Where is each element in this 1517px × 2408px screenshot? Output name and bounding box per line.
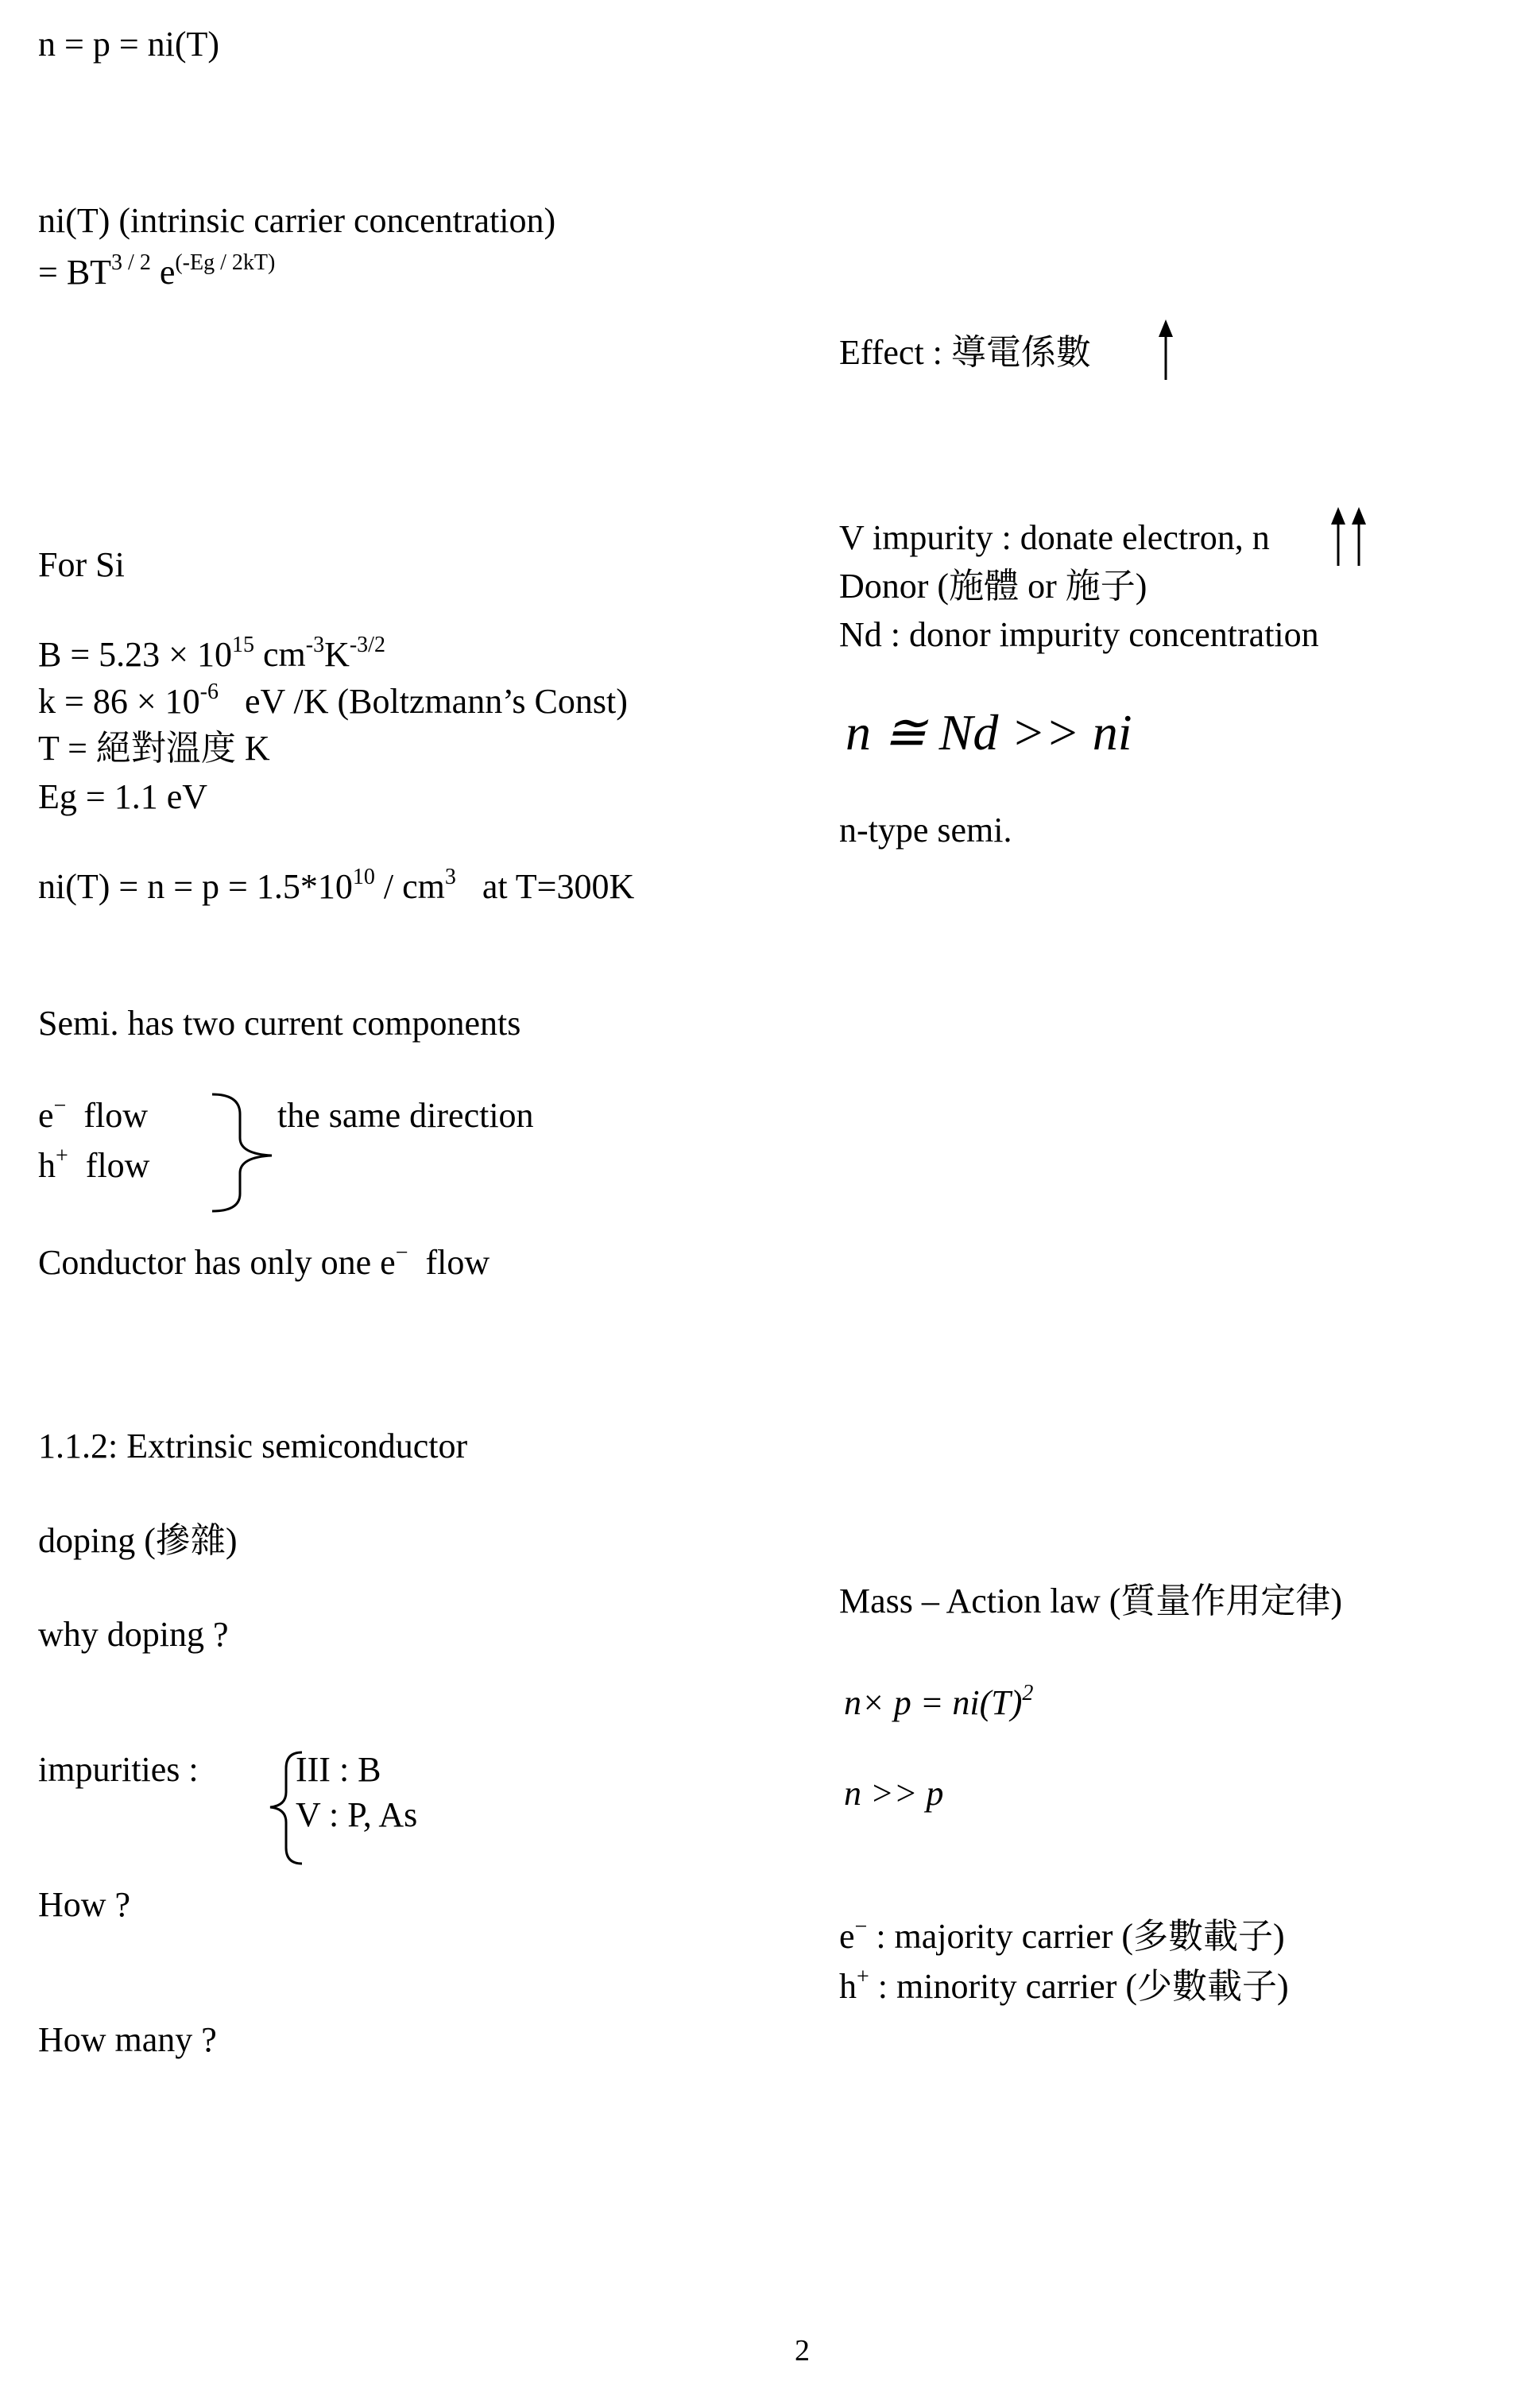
effect-line: Effect : 導電係數 bbox=[839, 333, 1091, 372]
how-many-question: How many ? bbox=[38, 2020, 217, 2059]
double-up-arrow-icon bbox=[1329, 505, 1376, 569]
section-heading: 1.1.2: Extrinsic semiconductor bbox=[38, 1427, 468, 1465]
minority-carrier: h+ : minority carrier (少數載子) bbox=[839, 1965, 1289, 2006]
n-much-greater-p: n >> p bbox=[844, 1774, 944, 1813]
eg-value: Eg = 1.1 eV bbox=[38, 777, 207, 816]
ni-formula: = $BT^{3 / 2}$ $e^{(-Eg / 2kT)}$ bbox=[38, 250, 276, 292]
right-brace-icon bbox=[208, 1090, 280, 1218]
donor-line: Donor (施體 or 施子) bbox=[839, 567, 1147, 606]
conductor-line: Conductor has only one e− flow bbox=[38, 1241, 490, 1282]
nd-definition: Nd : donor impurity concentration bbox=[839, 615, 1319, 654]
why-doping: why doping ? bbox=[38, 1615, 229, 1654]
t-definition: T = 絕對溫度 K bbox=[38, 729, 270, 768]
ntype-label: n-type semi. bbox=[839, 811, 1012, 850]
v-impurity-line: V impurity : donate electron, n bbox=[839, 518, 1270, 557]
impurity-iii: III : B bbox=[296, 1750, 381, 1789]
page-number: 2 bbox=[795, 2334, 810, 2367]
mass-action-heading: Mass – Action law (質量作用定律) bbox=[839, 1581, 1343, 1620]
how-question: How ? bbox=[38, 1885, 131, 1924]
semi-current-line: Semi. has two current components bbox=[38, 1004, 521, 1043]
impurity-v: V : P, As bbox=[296, 1795, 418, 1834]
same-direction-note: the same direction bbox=[277, 1096, 534, 1135]
equation-n-p-ni: n = p = ni(T) bbox=[38, 25, 220, 64]
mass-action-equation: $n\times p = ni(T)^2$ bbox=[844, 1681, 1034, 1722]
up-arrow-icon bbox=[1156, 318, 1180, 381]
majority-carrier: e− : majority carrier (多數載子) bbox=[839, 1914, 1285, 1956]
for-si-heading: For Si bbox=[38, 545, 125, 584]
k-constant: $k = 86 \times 10^{-6}$ eV /K (Boltzmann’s Const) bbox=[38, 679, 628, 721]
b-constant: $B = 5.23 \times 10^{15}$ $cm^{-3}K^{-3/2}$ bbox=[38, 633, 385, 674]
hole-flow: h+ flow bbox=[38, 1144, 150, 1185]
doping-line: doping (摻雜) bbox=[38, 1521, 238, 1560]
n-approx-nd: n ≅ Nd >> ni bbox=[846, 704, 1132, 761]
electron-flow: e− flow bbox=[38, 1094, 148, 1135]
ni-definition: ni(T) (intrinsic carrier concentration) bbox=[38, 201, 556, 240]
ni-value: $ni(T) = n = p = 1.5*10^{10} / cm^3$ at T=300K bbox=[38, 865, 635, 906]
impurities-label: impurities : bbox=[38, 1750, 199, 1789]
